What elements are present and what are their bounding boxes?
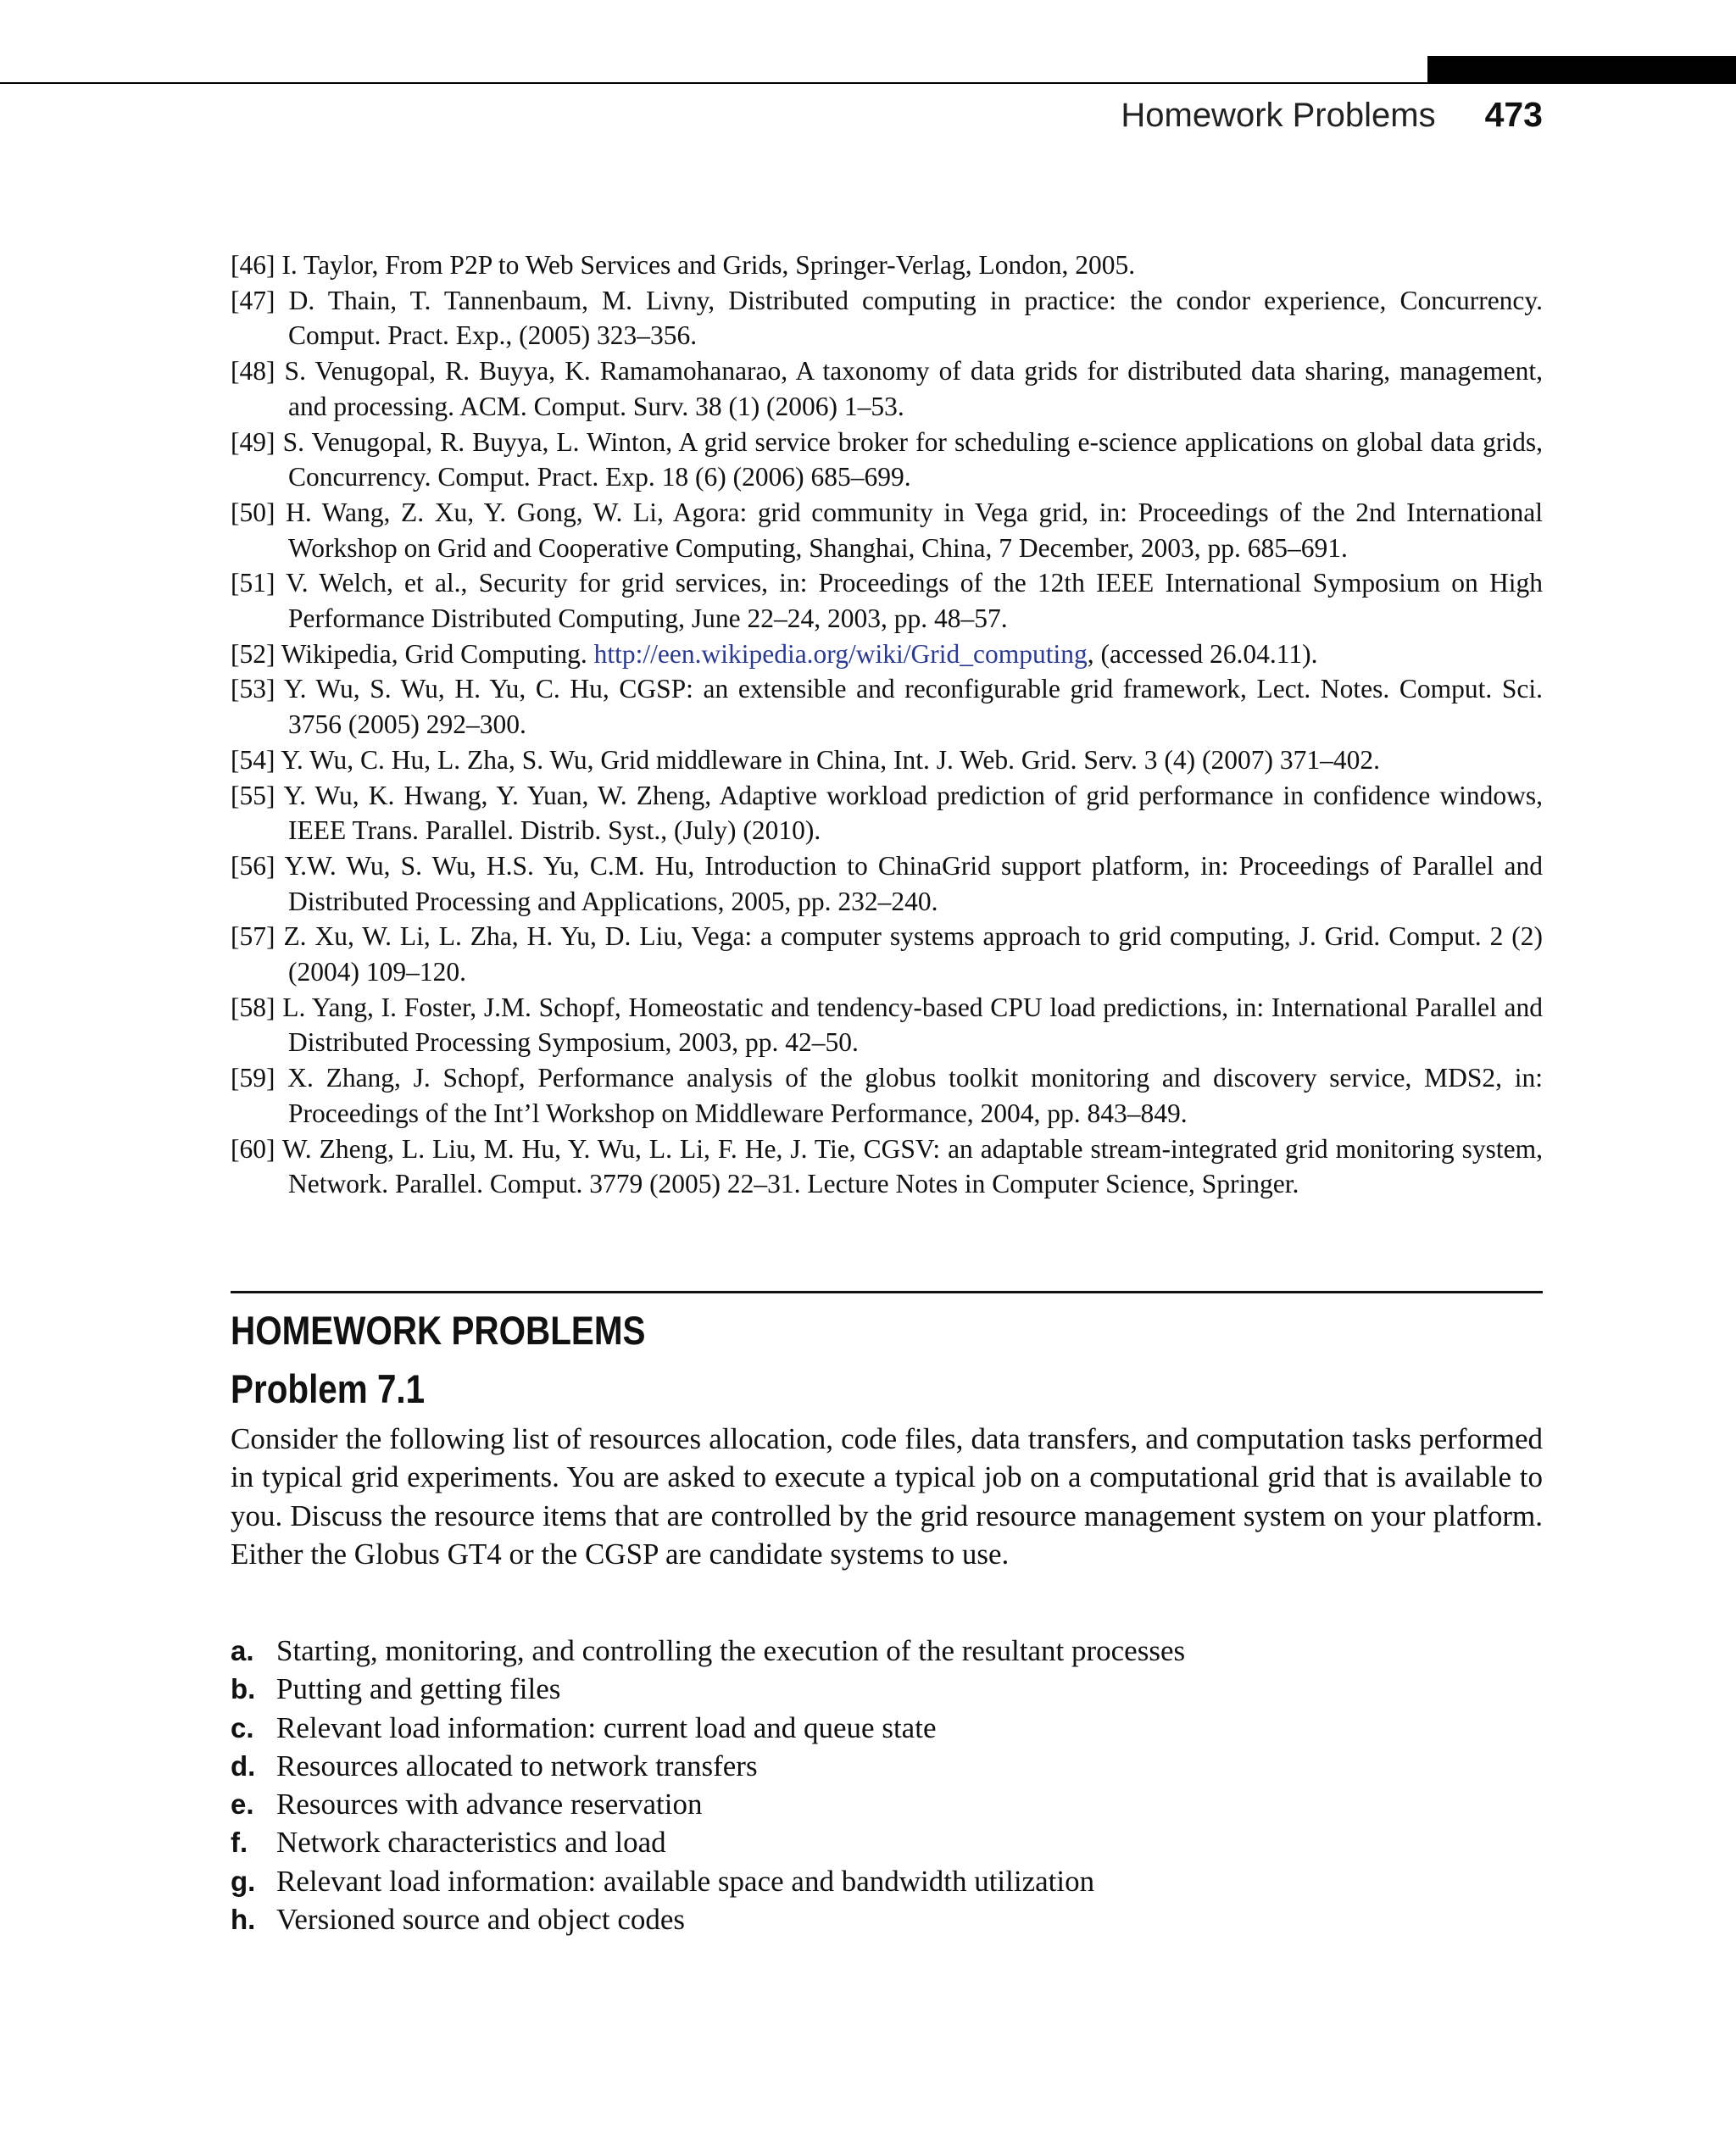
problem-item-text: Resources allocated to network transfers [276, 1749, 758, 1782]
problem-item [231, 1709, 1543, 1747]
reference-text: S. Venugopal, R. Buyya, K. Ramamohanarao, A taxonomy of data grids for distributed data sharing, management, and processing. ACM. Comput. Surv. 38 (1) (2006) 1–53. [284, 356, 1543, 421]
problem-item [231, 1670, 1543, 1708]
reference-entry [231, 1060, 1543, 1131]
reference-number: [52] [231, 638, 275, 669]
reference-entry [231, 425, 1543, 495]
problem-item-text: Versioned source and object codes [276, 1903, 686, 1937]
problem-item [231, 1747, 1543, 1785]
problem-item-marker: d. [231, 1749, 256, 1782]
reference-number: [55] [231, 780, 275, 810]
problem-item-text: Putting and getting files [276, 1672, 561, 1706]
reference-entry [231, 247, 1543, 283]
reference-number: [50] [231, 497, 275, 527]
problem-item-text: Resources with advance reservation [276, 1788, 703, 1821]
reference-text-after-link: , (accessed 26.04.11). [1087, 638, 1318, 669]
reference-entry [231, 637, 1543, 672]
running-title: Homework Problems [1121, 97, 1436, 134]
problem-body: Consider the following list of resources allocation, code files, data transfers, and computation tasks performed in typical grid experiments. You are asked to execute a typical job on a computational grid that is available to you. Discuss the resource items that are controlled by the grid resource management system on your platform. Either the Globus GT4 or the CGSP are candidate systems to use. [231, 1422, 1543, 1571]
reference-number: [54] [231, 744, 275, 775]
problem-item-text: Relevant load information: current load and queue state [276, 1710, 937, 1744]
problem-item [231, 1900, 1543, 1938]
reference-number: [49] [231, 426, 275, 457]
problem-item-marker: b. [231, 1673, 256, 1705]
problem-item [231, 1823, 1543, 1861]
reference-text: Y. Wu, S. Wu, H. Yu, C. Hu, CGSP: an extensible and reconfigurable grid framework, Lect. Notes. Comput. Sci. 3756 (2005) 292–300. [283, 674, 1543, 740]
problem-item-marker: e. [231, 1788, 254, 1821]
reference-number: [56] [231, 850, 275, 881]
problem-item-text: Network characteristics and load [276, 1826, 666, 1860]
section-title: HOMEWORK PROBLEMS [231, 1308, 646, 1353]
reference-text: H. Wang, Z. Xu, Y. Gong, W. Li, Agora: grid community in Vega grid, in: Proceedings of the 2nd International Workshop on Grid and Cooperative Computing, Shanghai, China, 7 December, 2003, pp. 685–691. [286, 497, 1544, 563]
reference-text: Y. Wu, C. Hu, L. Zha, S. Wu, Grid middleware in China, Int. J. Web. Grid. Serv. 3 (4) (2007) 371–402. [281, 744, 1380, 775]
problem-item [231, 1632, 1543, 1670]
problem-item-marker: g. [231, 1865, 256, 1897]
reference-text: V. Welch, et al., Security for grid services, in: Proceedings of the 12th IEEE International Symposium on High Performance Distributed Computing, June 22–24, 2003, pp. 48–57. [286, 568, 1543, 634]
reference-entry [231, 565, 1543, 636]
reference-list [231, 247, 1543, 1202]
problem-item-text: Starting, monitoring, and controlling the execution of the resultant processes [276, 1634, 1186, 1667]
reference-text: Y.W. Wu, S. Wu, H.S. Yu, C.M. Hu, Introduction to ChinaGrid support platform, in: Proceedings of Parallel and Distributed Processing and Applications, 2005, pp. 232–240. [284, 850, 1543, 916]
reference-entry [231, 495, 1543, 565]
reference-link[interactable]: http://een.wikipedia.org/wiki/Grid_computing [593, 638, 1088, 669]
problem-item-marker: a. [231, 1635, 254, 1666]
running-head [1121, 95, 1543, 142]
reference-text: Wikipedia, Grid Computing. [281, 638, 587, 669]
reference-text: X. Zhang, J. Schopf, Performance analysis of the globus toolkit monitoring and discovery service, MDS2, in: Proceedings of the Int’l Workshop on Middleware Performance, 2004, pp. 843–849. [287, 1063, 1543, 1128]
problem-items [231, 1632, 1543, 1938]
reference-text: D. Thain, T. Tannenbaum, M. Livny, Distributed computing in practice: the condor experience, Concurrency. Comput. Pract. Exp., (2005) 323–356. [288, 285, 1543, 351]
reference-entry [231, 778, 1543, 848]
reference-number: [60] [231, 1133, 275, 1164]
problem-item-marker: f. [231, 1827, 248, 1859]
section-rule [231, 1291, 1543, 1293]
reference-text: Z. Xu, W. Li, L. Zha, H. Yu, D. Liu, Vega: a computer systems approach to grid computing, J. Grid. Comput. 2 (2) (2004) 109–120. [283, 921, 1543, 987]
reference-number: [58] [231, 992, 275, 1022]
reference-number: [53] [231, 674, 275, 704]
reference-number: [59] [231, 1063, 275, 1093]
reference-text: I. Taylor, From P2P to Web Services and Grids, Springer-Verlag, London, 2005. [281, 250, 1136, 280]
reference-entry [231, 919, 1543, 989]
problem-item [231, 1862, 1543, 1900]
reference-number: [47] [231, 285, 275, 315]
problem-item [231, 1785, 1543, 1823]
reference-text: W. Zheng, L. Liu, M. Hu, Y. Wu, L. Li, F. He, J. Tie, CGSV: an adaptable stream-integrated grid monitoring system, Network. Parallel. Comput. 3779 (2005) 22–31. Lecture Notes in Computer Science, Springer. [281, 1133, 1543, 1199]
reference-entry [231, 671, 1543, 742]
problem-item-text: Relevant load information: available space and bandwidth utilization [276, 1864, 1095, 1898]
reference-entry [231, 742, 1543, 778]
reference-entry [231, 353, 1543, 424]
reference-number: [51] [231, 568, 275, 598]
problem-title: Problem 7.1 [231, 1366, 426, 1411]
reference-text: Y. Wu, K. Hwang, Y. Yuan, W. Zheng, Adaptive workload prediction of grid performance in confidence windows, IEEE Trans. Parallel. Distrib. Syst., (July) (2010). [283, 780, 1543, 846]
reference-entry [231, 990, 1543, 1060]
page-number: 473 [1484, 95, 1543, 134]
problem-item-marker: h. [231, 1904, 256, 1936]
reference-entry [231, 283, 1543, 353]
header-bar [1427, 56, 1736, 84]
reference-number: [46] [231, 250, 275, 280]
reference-text: S. Venugopal, R. Buyya, L. Winton, A grid service broker for scheduling e-science applications on global data grids, Concurrency. Comput. Pract. Exp. 18 (6) (2006) 685–699. [282, 426, 1543, 492]
reference-number: [57] [231, 921, 275, 952]
reference-entry [231, 848, 1543, 919]
reference-text: L. Yang, I. Foster, J.M. Schopf, Homeostatic and tendency-based CPU load predictions, in: International Parallel and Distributed Processing Symposium, 2003, pp. 42–50. [282, 992, 1544, 1058]
reference-entry [231, 1132, 1543, 1202]
reference-number: [48] [231, 356, 275, 386]
problem-item-marker: c. [231, 1711, 254, 1743]
